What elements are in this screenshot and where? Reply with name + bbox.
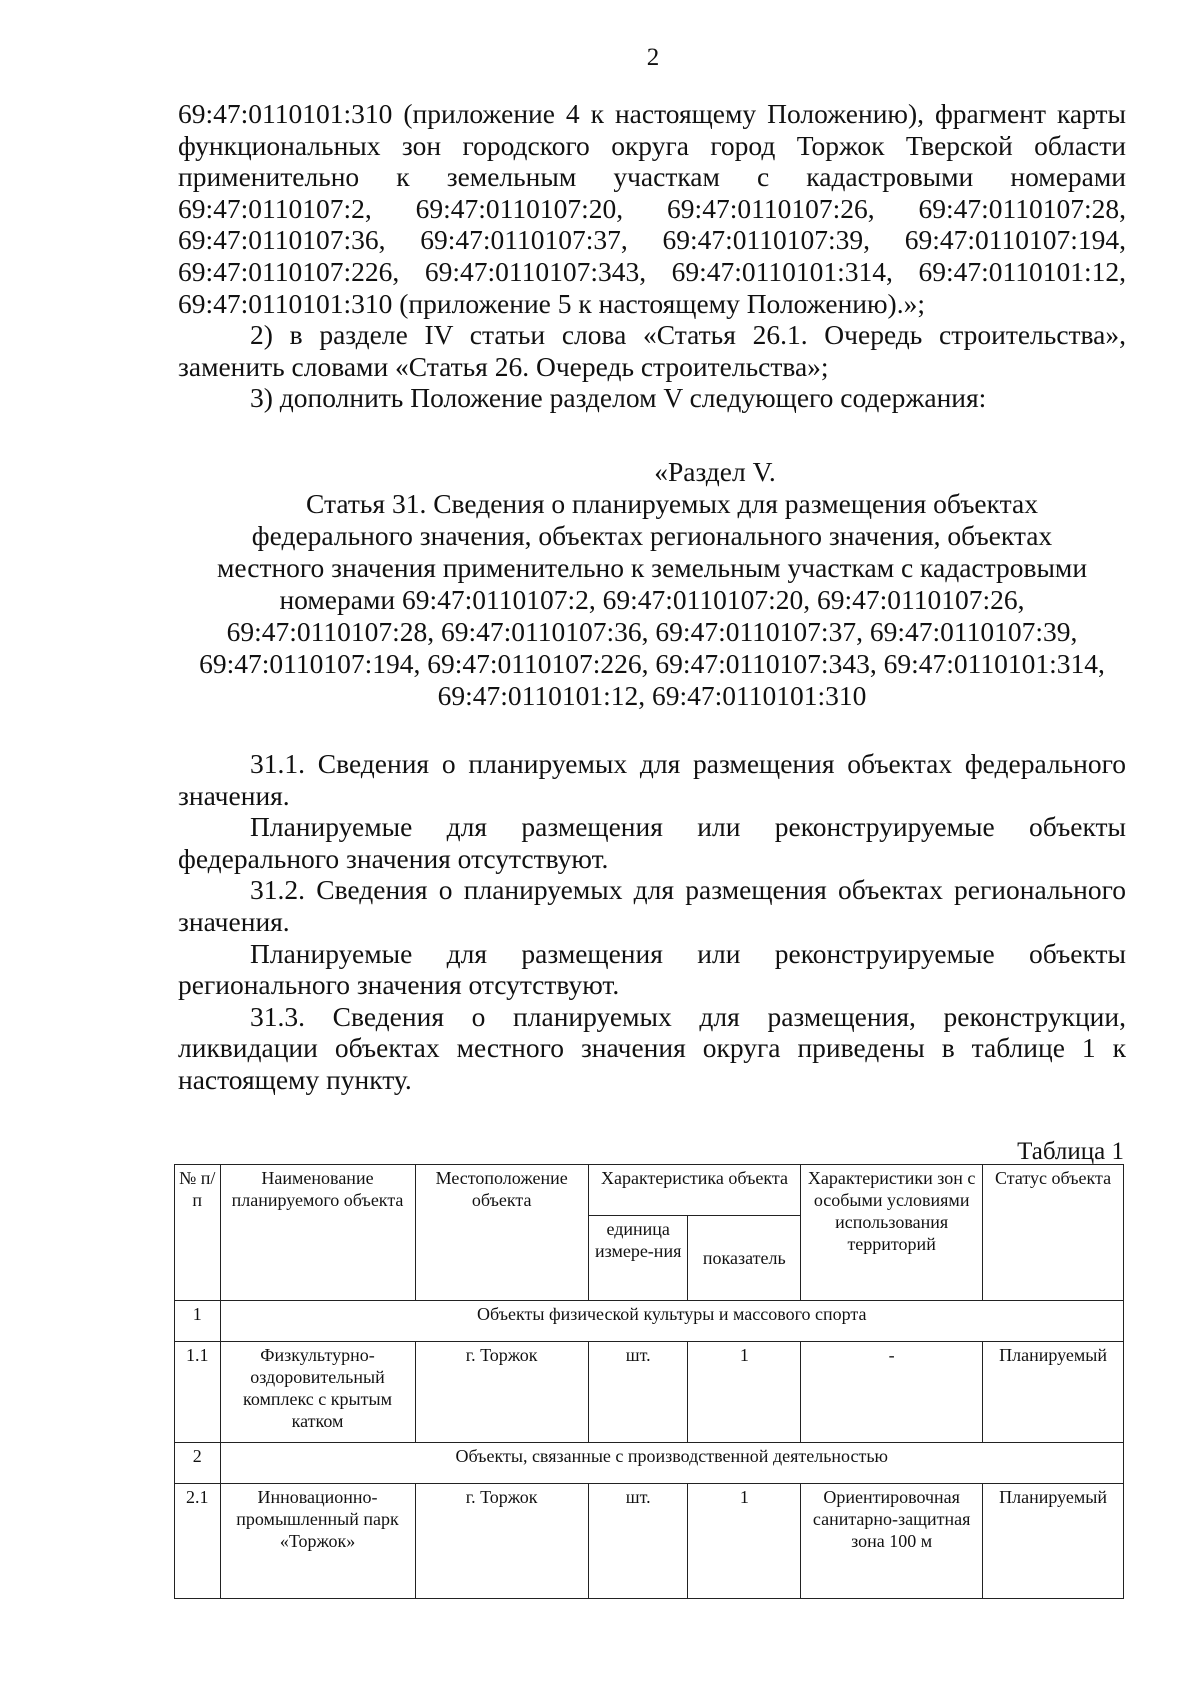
- cell-value: 1: [688, 1484, 801, 1599]
- article-title-line: 69:47:0110107:194, 69:47:0110107:226, 69:47:0110107:343, 69:47:0110101:314,: [199, 648, 1105, 679]
- header-characteristics: Характеристика объекта: [588, 1165, 800, 1216]
- article-title-line: 69:47:0110101:12, 69:47:0110101:310: [437, 680, 867, 711]
- table-group-row: [175, 1443, 1124, 1484]
- points-block: [178, 748, 1126, 1096]
- item-3-paragraph: 3) дополнить Положение разделом V следующего содержания:: [250, 382, 987, 414]
- group-title: Объекты физической культуры и массового спорта: [220, 1301, 1124, 1342]
- table-caption: Таблица 1: [1017, 1138, 1124, 1165]
- point-31-3: 31.3. Сведения о планируемых для размещения, реконструкции, ликвидации объектах местного значения округа приведены в таблице 1 к настоящему пункту.: [178, 1000, 1126, 1095]
- page-number: 2: [646, 44, 660, 71]
- table-header-row: [175, 1165, 1124, 1216]
- group-num: 2: [175, 1443, 221, 1484]
- objects-table: [174, 1164, 1124, 1599]
- header-name: Наименование планируемого объекта: [220, 1165, 415, 1301]
- cell-value: 1: [688, 1342, 801, 1443]
- cell-location: г. Торжок: [415, 1342, 588, 1443]
- intro-paragraph: 69:47:0110101:310 (приложение 4 к настоящему Положению), фрагмент карты функциональных зон городского округа город Торжок Тверской области применительно к земельным участкам с кадастровыми номерами 69:47:0110107:2, 69:47:0110107:20, 69:47:0110107:26, 69:47:0110107:28, 69:47:0110107:36, 69:47:0110107:37, 69:47:0110107:39, 69:47:0110107:194, 69:47:0110107:226, 69:47:0110107:343, 69:47:0110101:314, 69:47:0110101:12, 69:47:0110101:310 (приложение 5 к настоящему Положению).»;: [178, 98, 1126, 319]
- cell-status: Планируемый: [983, 1484, 1124, 1599]
- article-title-line: местного значения применительно к земельным участкам с кадастровыми: [216, 552, 1088, 583]
- table-row: [175, 1342, 1124, 1443]
- header-status: Статус объекта: [983, 1165, 1124, 1301]
- cell-status: Планируемый: [983, 1342, 1124, 1443]
- cell-name: Инновационно-промышленный парк «Торжок»: [220, 1484, 415, 1599]
- table-row: [175, 1484, 1124, 1599]
- group-title: Объекты, связанные с производственной деятельностью: [220, 1443, 1124, 1484]
- article-title-line: Статья 31. Сведения о планируемых для размещения объектах: [306, 488, 1038, 519]
- cell-num: 1.1: [175, 1342, 221, 1443]
- point-31-1-body: Планируемые для размещения или реконструируемые объекты федерального значения отсутствуют.: [178, 811, 1126, 874]
- cell-unit: шт.: [588, 1342, 688, 1443]
- header-unit: единица измере-ния: [588, 1216, 688, 1301]
- section-heading-block: [178, 456, 1126, 712]
- item-2-paragraph: 2) в разделе IV статьи слова «Статья 26.1. Очередь строительства», заменить словами «Статья 26. Очередь строительства»;: [178, 319, 1126, 382]
- cell-zones: -: [801, 1342, 983, 1443]
- group-num: 1: [175, 1301, 221, 1342]
- cell-num: 2.1: [175, 1484, 221, 1599]
- article-title-line: номерами 69:47:0110107:2, 69:47:0110107:20, 69:47:0110107:26,: [279, 584, 1025, 615]
- intro-text: [178, 98, 1126, 414]
- article-title-line: 69:47:0110107:28, 69:47:0110107:36, 69:47:0110107:37, 69:47:0110107:39,: [226, 616, 1078, 647]
- cell-zones: Ориентировочная санитарно-защитная зона 100 м: [801, 1484, 983, 1599]
- header-zones: Характеристики зон с особыми условиями использования территорий: [801, 1165, 983, 1301]
- header-value: показатель: [688, 1216, 801, 1301]
- point-31-2-body: Планируемые для размещения или реконструируемые объекты регионального значения отсутствуют.: [178, 937, 1126, 1001]
- article-title-line: федерального значения, объектах регионального значения, объектах: [251, 520, 1053, 551]
- cell-unit: шт.: [588, 1484, 688, 1599]
- cell-location: г. Торжок: [415, 1484, 588, 1599]
- point-31-2: 31.2. Сведения о планируемых для размещения объектах регионального значения.: [178, 874, 1126, 937]
- section-heading: «Раздел V.: [654, 456, 776, 487]
- table-group-row: [175, 1301, 1124, 1342]
- header-num: № п/п: [175, 1165, 221, 1301]
- point-31-1: 31.1. Сведения о планируемых для размещения объектах федерального значения.: [178, 748, 1126, 811]
- cell-name: Физкультурно-оздоровительный комплекс с крытым катком: [220, 1342, 415, 1443]
- header-location: Местоположение объекта: [415, 1165, 588, 1301]
